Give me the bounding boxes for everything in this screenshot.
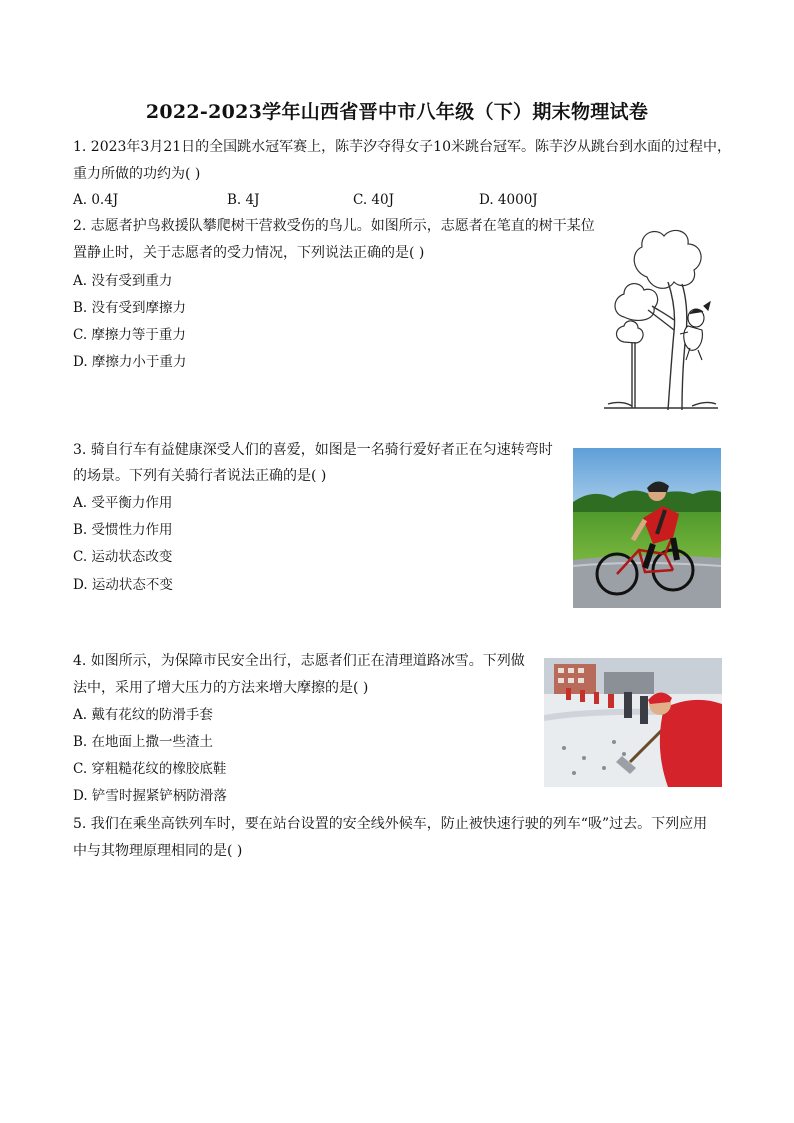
q3-stem-line2: 的场景。下列有关骑行者说法正确的是( ) <box>73 468 327 484</box>
q1-option-a: A. 0.4J <box>73 192 119 208</box>
q5-stem-line1: 5. 我们在乘坐高铁列车时，要在站台设置的安全线外候车，防止被快速行驶的列车“吸”过去。下列应用 <box>73 816 708 832</box>
tree-climber-figure <box>602 222 720 412</box>
q3-option-c: C. 运动状态改变 <box>73 549 173 565</box>
q3-option-b: B. 受惯性力作用 <box>73 522 173 538</box>
q5-stem-line2: 中与其物理原理相同的是( ) <box>73 843 243 859</box>
q1-option-b: B. 4J <box>227 192 260 208</box>
q4-option-d: D. 铲雪时握紧铲柄防滑落 <box>73 788 227 804</box>
cyclist-photo <box>573 448 721 608</box>
q1-option-c: C. 40J <box>353 192 395 208</box>
q2-option-a: A. 没有受到重力 <box>73 273 173 289</box>
q2-option-d: D. 摩擦力小于重力 <box>73 354 187 370</box>
q3-option-d: D. 运动状态不变 <box>73 577 173 593</box>
q2-stem-line1: 2. 志愿者护鸟救援队攀爬树干营救受伤的鸟儿。如图所示，志愿者在笔直的树干某位 <box>73 218 595 234</box>
q2-option-c: C. 摩擦力等于重力 <box>73 327 186 343</box>
q1-stem-line2: 重力所做的功约为( ) <box>73 166 201 182</box>
q4-option-b: B. 在地面上撒一些渣土 <box>73 734 214 750</box>
q4-option-c: C. 穿粗糙花纹的橡胶底鞋 <box>73 761 227 777</box>
q1-stem-line1: 1. 2023年3月21日的全国跳水冠军赛上，陈芋汐夺得女子10米跳台冠军。陈芋汐从跳台到水面的过程中， <box>73 139 731 155</box>
q3-option-a: A. 受平衡力作用 <box>73 495 173 511</box>
q1-option-d: D. 4000J <box>479 192 538 208</box>
snow-clearing-photo <box>544 658 722 787</box>
q2-option-b: B. 没有受到摩擦力 <box>73 300 187 316</box>
q2-stem-line2: 置静止时，关于志愿者的受力情况，下列说法正确的是( ) <box>73 245 425 261</box>
q3-stem-line1: 3. 骑自行车有益健康深受人们的喜爱，如图是一名骑行爱好者正在匀速转弯时 <box>73 442 553 458</box>
page-title: 2022-2023学年山西省晋中市八年级（下）期末物理试卷 <box>145 101 649 123</box>
q4-stem-line1: 4. 如图所示，为保障市民安全出行，志愿者们正在清理道路冰雪。下列做 <box>73 653 525 669</box>
q4-stem-line2: 法中，采用了增大压力的方法来增大摩擦的是( ) <box>73 680 369 696</box>
q4-option-a: A. 戴有花纹的防滑手套 <box>73 707 213 723</box>
